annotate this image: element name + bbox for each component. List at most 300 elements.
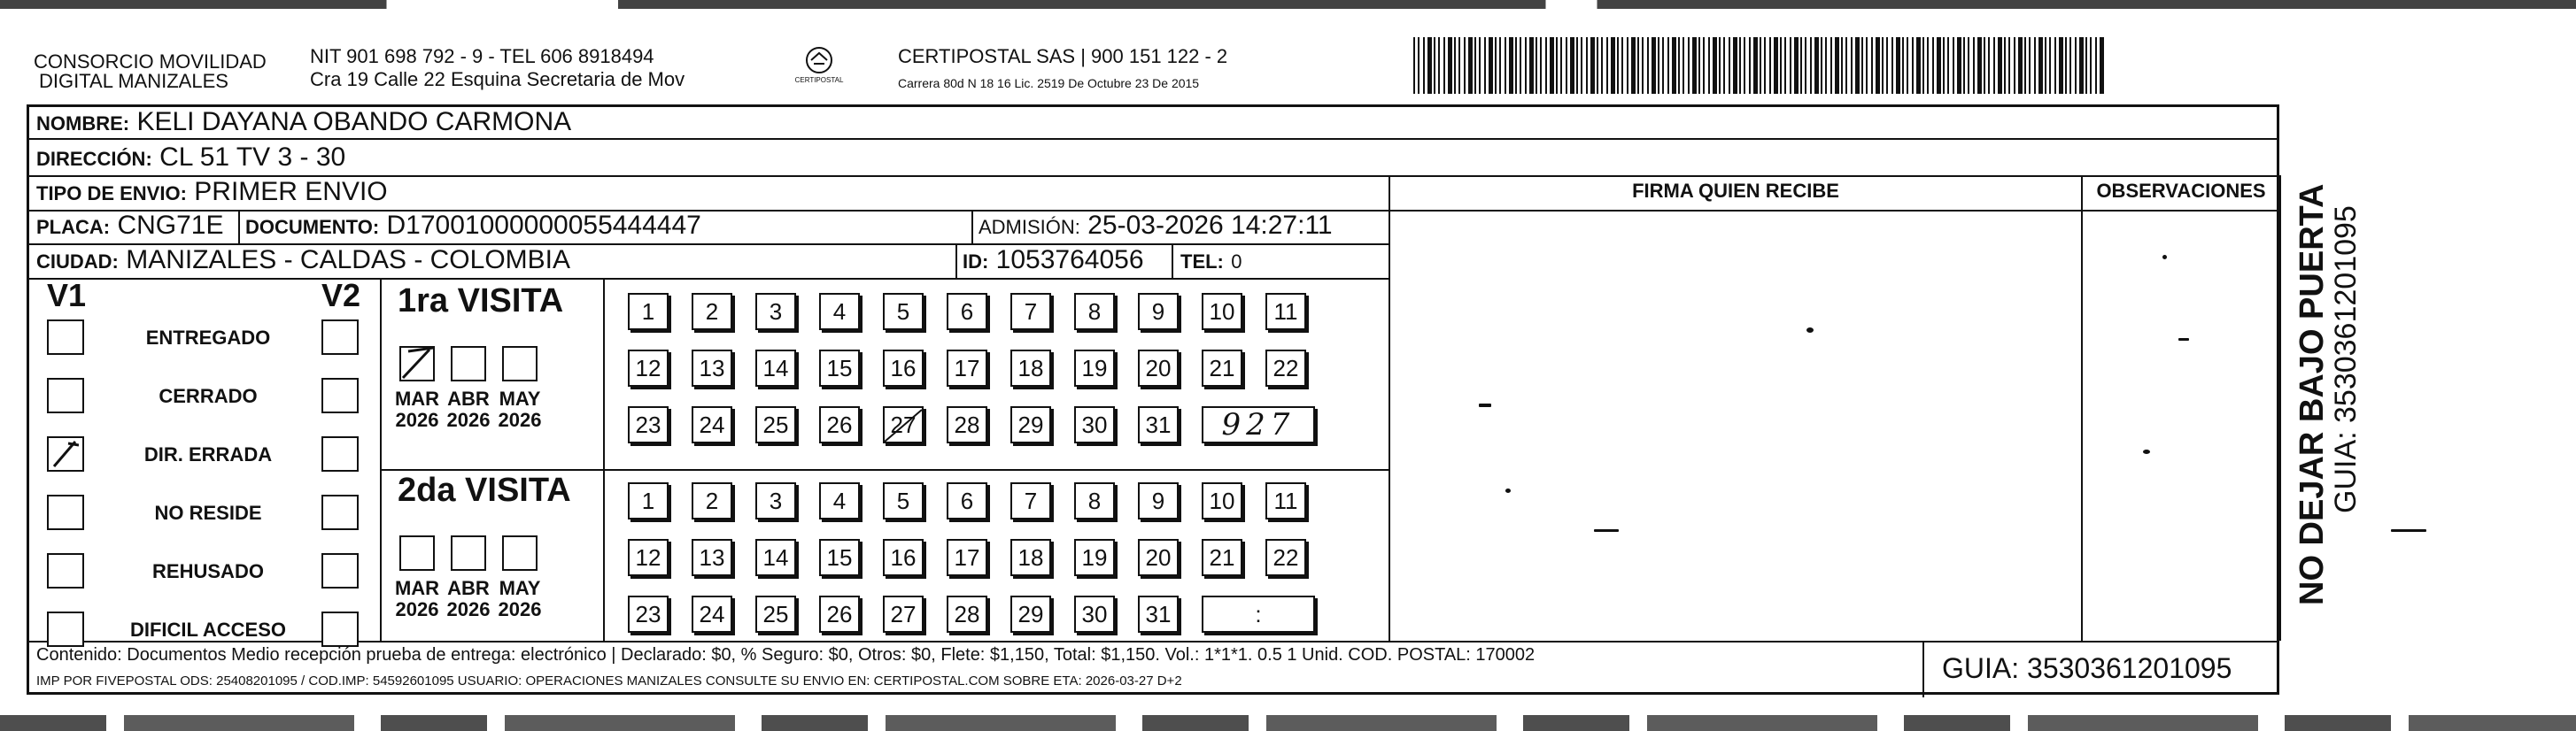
day-box-4[interactable]: 4	[819, 482, 860, 519]
handwritten-time: 927	[1221, 407, 1296, 442]
year-label: 2026	[498, 409, 542, 431]
scan-speck	[2143, 450, 2150, 454]
barcode-bar	[2065, 37, 2067, 94]
barcode-bar	[1621, 37, 1623, 94]
year-label: 2026	[395, 409, 439, 431]
year-label: 2026	[395, 598, 439, 620]
barcode-bar	[1932, 37, 1934, 94]
barcode-bar	[2045, 37, 2046, 94]
tipo-envio-row	[36, 177, 388, 209]
day-box-6[interactable]: 6	[947, 293, 987, 330]
day-box-19[interactable]: 19	[1074, 539, 1115, 576]
barcode-bar	[1764, 37, 1766, 94]
day-box-16[interactable]: 16	[883, 350, 924, 387]
guia-footer: GUIA: 3530361201095	[1942, 652, 2232, 684]
time-box[interactable]	[1202, 406, 1315, 443]
month-checkbox-abr[interactable]	[451, 346, 486, 381]
barcode-bar	[1698, 37, 1700, 94]
day-box-2[interactable]: 2	[692, 482, 732, 519]
nombre-row	[36, 107, 571, 139]
barcode-bar	[1688, 37, 1690, 94]
day-box-13[interactable]: 13	[692, 539, 732, 576]
barcode-bar	[1973, 37, 1975, 94]
day-box-9[interactable]: 9	[1138, 293, 1179, 330]
barcode-bar	[2085, 37, 2087, 94]
day-box-16[interactable]: 16	[883, 539, 924, 576]
day-box-18[interactable]: 18	[1010, 539, 1051, 576]
checkmark-icon	[52, 438, 79, 468]
day-box-20[interactable]: 20	[1138, 350, 1179, 387]
v1-checkbox-5[interactable]	[47, 612, 84, 647]
barcode-bar	[1617, 37, 1619, 94]
time-box[interactable]	[1202, 596, 1315, 633]
barcode-bar	[2004, 37, 2006, 94]
v1-checkbox-0[interactable]	[47, 319, 84, 355]
status-label: DIFICIL ACCESO	[129, 619, 286, 641]
year-label: 2026	[446, 409, 491, 431]
day-box-13[interactable]: 13	[692, 350, 732, 387]
barcode-bar	[1810, 37, 1812, 94]
barcode-bar	[1988, 37, 1990, 94]
certipostal-logo: CERTIPOSTAL	[788, 44, 850, 94]
admision-row	[979, 211, 1333, 242]
barcode-bar	[2018, 37, 2023, 94]
day-box-12[interactable]: 12	[628, 350, 669, 387]
barcode-bar	[1550, 37, 1554, 94]
barcode-bar	[1855, 37, 1860, 94]
scan-edge-bottom	[0, 715, 2576, 731]
barcode-bar	[1912, 37, 1914, 94]
month-label: MAR	[394, 577, 440, 599]
barcode-bar	[1667, 37, 1669, 94]
barcode-bar	[1886, 37, 1888, 94]
month-label: ABR	[447, 388, 490, 410]
barcode-bar	[2059, 37, 2063, 94]
barcode-bar	[2049, 37, 2051, 94]
barcode-bar	[1413, 37, 1415, 94]
scan-speck	[1806, 327, 1814, 333]
day-box-26[interactable]: 26	[819, 596, 860, 633]
barcode-bar	[1977, 37, 1982, 94]
day-box-23[interactable]: 23	[628, 406, 669, 443]
ciudad-row	[36, 245, 570, 277]
barcode-bar	[1774, 37, 1778, 94]
barcode-bar	[1866, 37, 1868, 94]
barcode-bar	[1769, 37, 1771, 94]
barcode-bar	[1499, 37, 1501, 94]
day-box-23[interactable]: 23	[628, 596, 669, 633]
observations-area[interactable]	[2083, 212, 2279, 640]
day-box-22[interactable]: 22	[1265, 539, 1306, 576]
v2-heading: V2	[321, 277, 361, 313]
barcode-bar	[1814, 37, 1819, 94]
id-label: ID:	[963, 250, 989, 273]
direccion-label: DIRECCIÓN:	[36, 148, 152, 170]
guide-form	[27, 104, 2279, 695]
barcode-bar	[1566, 37, 1567, 94]
barcode-bar	[1739, 37, 1741, 94]
status-label: DIR. ERRADA	[143, 443, 273, 466]
barcode-bar	[2024, 37, 2026, 94]
nombre-label: NOMBRE:	[36, 112, 130, 135]
tel-label: TEL:	[1180, 250, 1224, 273]
barcode-bar	[1468, 37, 1473, 94]
month-checkbox-may[interactable]	[502, 346, 538, 381]
barcode-bar	[1597, 37, 1598, 94]
v2-checkbox-2[interactable]	[321, 436, 359, 472]
barcode-bar	[1794, 37, 1799, 94]
month-label: ABR	[447, 577, 490, 599]
barcode-bar	[1520, 37, 1521, 94]
day-box-14[interactable]: 14	[755, 350, 796, 387]
scan-speck	[2162, 255, 2167, 259]
barcode-bar	[1606, 37, 1608, 94]
barcode-bar	[1805, 37, 1806, 94]
courier-line2: Carrera 80d N 18 16 Lic. 2519 De Octubre 23 De 2015	[898, 76, 1200, 90]
barcode-bar	[1830, 37, 1832, 94]
tipo-envio-value: PRIMER ENVIO	[194, 177, 388, 206]
barcode-bar	[2054, 37, 2056, 94]
barcode-bar	[1427, 37, 1432, 94]
day-box-15[interactable]: 15	[819, 350, 860, 387]
barcode-bar	[1744, 37, 1745, 94]
barcode-bar	[1998, 37, 2002, 94]
month-year-label	[442, 578, 495, 620]
firma-title: FIRMA QUIEN RECIBE	[1632, 180, 1839, 202]
barcode-bar	[1581, 37, 1582, 94]
day-box-4[interactable]: 4	[819, 293, 860, 330]
barcode-bar	[1902, 37, 1904, 94]
barcode-bar	[1509, 37, 1513, 94]
status-label: NO RESIDE	[154, 502, 262, 524]
barcode-bar	[1474, 37, 1476, 94]
barcode-bar	[1753, 37, 1758, 94]
day-box-15[interactable]: 15	[819, 539, 860, 576]
v2-checkbox-5[interactable]	[321, 612, 359, 647]
barcode-bar	[1423, 37, 1425, 94]
barcode-bar	[2095, 37, 2097, 94]
barcode-bar	[1845, 37, 1847, 94]
day-box-21[interactable]: 21	[1202, 350, 1242, 387]
day-box-5[interactable]: 5	[883, 293, 924, 330]
day-box-31[interactable]: 31	[1138, 596, 1179, 633]
barcode-bar	[1458, 37, 1460, 94]
ciudad-label: CIUDAD:	[36, 250, 119, 273]
barcode-bar	[1692, 37, 1697, 94]
barcode	[1413, 37, 2104, 94]
day-box-22[interactable]: 22	[1265, 350, 1306, 387]
barcode-bar	[1448, 37, 1452, 94]
barcode-bar	[1418, 37, 1420, 94]
v2-checkbox-0[interactable]	[321, 319, 359, 355]
courier-line1: CERTIPOSTAL SAS | 900 151 122 - 2	[898, 45, 1228, 67]
barcode-bar	[1937, 37, 1941, 94]
barcode-bar	[1963, 37, 1965, 94]
barcode-bar	[1627, 37, 1628, 94]
barcode-bar	[1443, 37, 1445, 94]
barcode-bar	[1601, 37, 1603, 94]
scan-edge-top	[0, 0, 2576, 9]
month-checkbox-mar[interactable]	[399, 346, 435, 381]
v1-checkbox-4[interactable]	[47, 553, 84, 589]
barcode-bar	[1984, 37, 1985, 94]
barcode-bar	[2075, 37, 2077, 94]
barcode-bar	[1723, 37, 1725, 94]
barcode-bar	[2029, 37, 2031, 94]
barcode-bar	[1891, 37, 1893, 94]
barcode-bar	[1927, 37, 1929, 94]
day-box-18[interactable]: 18	[1010, 350, 1051, 387]
day-box-9[interactable]: 9	[1138, 482, 1179, 519]
day-box-26[interactable]: 26	[819, 406, 860, 443]
v2-checkbox-3[interactable]	[321, 495, 359, 530]
v1-checkbox-3[interactable]	[47, 495, 84, 530]
barcode-bar	[1642, 37, 1644, 94]
month-year-label	[391, 389, 444, 431]
direccion-value: CL 51 TV 3 - 30	[159, 142, 346, 172]
barcode-bar	[1545, 37, 1547, 94]
barcode-bar	[1947, 37, 1949, 94]
barcode-bar	[1570, 37, 1574, 94]
day-box-3[interactable]: 3	[755, 482, 796, 519]
year-label: 2026	[446, 598, 491, 620]
day-box-11[interactable]: 11	[1265, 293, 1306, 330]
day-box-11[interactable]: 11	[1265, 482, 1306, 519]
day-box-12[interactable]: 12	[628, 539, 669, 576]
day-box-24[interactable]: 24	[692, 406, 732, 443]
month-year-label	[442, 389, 495, 431]
barcode-bar	[1851, 37, 1853, 94]
placa-value: CNG71E	[117, 211, 224, 240]
barcode-bar	[1760, 37, 1761, 94]
day-box-7[interactable]: 7	[1010, 482, 1051, 519]
barcode-bar	[1861, 37, 1863, 94]
scan-speck	[2178, 338, 2189, 341]
tel-value: 0	[1231, 250, 1242, 273]
barcode-bar	[1658, 37, 1659, 94]
second-visit-title: 2da VISITA	[398, 472, 571, 509]
day-box-28[interactable]: 28	[947, 596, 987, 633]
barcode-bar	[1800, 37, 1802, 94]
v2-checkbox-1[interactable]	[321, 378, 359, 413]
barcode-bar	[1560, 37, 1562, 94]
barcode-bar	[1719, 37, 1721, 94]
barcode-bar	[1434, 37, 1435, 94]
barcode-bar	[1489, 37, 1493, 94]
month-checkbox-may[interactable]	[502, 535, 538, 571]
address-line: Cra 19 Calle 22 Esquina Secretaria de Mov	[310, 68, 685, 90]
barcode-bar	[1993, 37, 1995, 94]
day-box-5[interactable]: 5	[883, 482, 924, 519]
day-box-25[interactable]: 25	[755, 596, 796, 633]
barcode-bar	[1515, 37, 1517, 94]
day-box-1[interactable]: 1	[628, 482, 669, 519]
barcode-bar	[1825, 37, 1827, 94]
day-box-21[interactable]: 21	[1202, 539, 1242, 576]
barcode-bar	[1821, 37, 1822, 94]
barcode-bar	[1907, 37, 1908, 94]
day-box-2[interactable]: 2	[692, 293, 732, 330]
day-box-6[interactable]: 6	[947, 482, 987, 519]
day-box-27[interactable]: 27	[883, 406, 924, 443]
scan-speck	[2391, 529, 2426, 532]
barcode-bar	[1871, 37, 1873, 94]
day-box-1[interactable]: 1	[628, 293, 669, 330]
no-dejar-bajo-puerta: NO DEJAR BAJO PUERTA	[2294, 183, 2331, 605]
v1-heading: V1	[47, 277, 87, 313]
barcode-bar	[2069, 37, 2071, 94]
company-name-line2: DIGITAL MANIZALES	[39, 70, 228, 92]
barcode-bar	[1790, 37, 1791, 94]
barcode-bar	[1454, 37, 1456, 94]
barcode-bar	[2100, 37, 2104, 94]
documento-label: DOCUMENTO:	[245, 216, 380, 238]
ciudad-value: MANIZALES - CALDAS - COLOMBIA	[126, 245, 571, 274]
barcode-bar	[1586, 37, 1588, 94]
barcode-bar	[1438, 37, 1440, 94]
barcode-bar	[1749, 37, 1751, 94]
barcode-bar	[1713, 37, 1717, 94]
v1-checkbox-1[interactable]	[47, 378, 84, 413]
barcode-bar	[1525, 37, 1527, 94]
day-box-3[interactable]: 3	[755, 293, 796, 330]
barcode-bar	[1733, 37, 1737, 94]
day-box-24[interactable]: 24	[692, 596, 732, 633]
barcode-bar	[1683, 37, 1684, 94]
barcode-bar	[2008, 37, 2010, 94]
barcode-bar	[1896, 37, 1900, 94]
barcode-bar	[1672, 37, 1676, 94]
month-label: MAY	[499, 577, 541, 599]
barcode-bar	[1662, 37, 1664, 94]
v2-checkbox-4[interactable]	[321, 553, 359, 589]
nit-line: NIT 901 698 792 - 9 - TEL 606 8918494	[310, 45, 654, 67]
barcode-bar	[1968, 37, 1969, 94]
barcode-bar	[1784, 37, 1786, 94]
year-label: 2026	[498, 598, 542, 620]
tel-row	[1180, 245, 1242, 277]
tipo-envio-label: TIPO DE ENVIO:	[36, 182, 187, 204]
day-box-8[interactable]: 8	[1074, 482, 1115, 519]
day-box-25[interactable]: 25	[755, 406, 796, 443]
scan-speck	[1505, 489, 1511, 493]
barcode-bar	[1611, 37, 1615, 94]
barcode-bar	[1464, 37, 1466, 94]
direccion-row	[36, 142, 345, 174]
barcode-bar	[1631, 37, 1636, 94]
barcode-bar	[1876, 37, 1880, 94]
month-label: MAY	[499, 388, 541, 410]
day-box-17[interactable]: 17	[947, 539, 987, 576]
barcode-bar	[1729, 37, 1730, 94]
first-visit-title: 1ra VISITA	[398, 282, 564, 319]
month-year-label	[391, 578, 444, 620]
day-box-7[interactable]: 7	[1010, 293, 1051, 330]
placa-label: PLACA:	[36, 216, 111, 238]
barcode-bar	[1652, 37, 1656, 94]
observaciones-title: OBSERVACIONES	[2096, 180, 2266, 202]
day-box-29[interactable]: 29	[1010, 406, 1051, 443]
barcode-bar	[1841, 37, 1843, 94]
barcode-bar	[1479, 37, 1481, 94]
barcode-bar	[1703, 37, 1705, 94]
guia-side: GUIA: 3530361201095	[2329, 205, 2363, 513]
company-name-line1: CONSORCIO MOVILIDAD	[34, 50, 267, 73]
barcode-bar	[1590, 37, 1595, 94]
day-box-20[interactable]: 20	[1138, 539, 1179, 576]
status-label: REHUSADO	[152, 560, 264, 582]
barcode-bar	[1678, 37, 1680, 94]
barcode-bar	[1916, 37, 1921, 94]
barcode-bar	[1922, 37, 1924, 94]
day-box-28[interactable]: 28	[947, 406, 987, 443]
month-year-label	[493, 578, 546, 620]
barcode-bar	[1556, 37, 1558, 94]
scan-speck	[1594, 529, 1619, 532]
day-box-31[interactable]: 31	[1138, 406, 1179, 443]
barcode-bar	[1576, 37, 1578, 94]
day-box-19[interactable]: 19	[1074, 350, 1115, 387]
barcode-bar	[2038, 37, 2043, 94]
month-checkbox-mar[interactable]	[399, 535, 435, 571]
status-label: CERRADO	[159, 385, 258, 407]
placa-row	[36, 211, 224, 242]
barcode-bar	[1882, 37, 1884, 94]
barcode-bar	[1835, 37, 1839, 94]
barcode-bar	[2090, 37, 2092, 94]
signature-area[interactable]	[1390, 212, 2081, 640]
day-box-10[interactable]: 10	[1202, 482, 1242, 519]
barcode-bar	[1495, 37, 1497, 94]
day-box-29[interactable]: 29	[1010, 596, 1051, 633]
month-label: MAR	[394, 388, 440, 410]
barcode-bar	[1943, 37, 1945, 94]
admision-label: ADMISIÓN:	[979, 216, 1080, 238]
barcode-bar	[1637, 37, 1639, 94]
id-row	[963, 245, 1144, 277]
documento-row	[245, 211, 701, 242]
documento-value: D17001000000055444447	[386, 211, 701, 240]
barcode-bar	[1484, 37, 1486, 94]
barcode-bar	[1540, 37, 1542, 94]
day-box-30[interactable]: 30	[1074, 596, 1115, 633]
barcode-bar	[1780, 37, 1782, 94]
barcode-bar	[1505, 37, 1506, 94]
barcode-bar	[1953, 37, 1954, 94]
barcode-bar	[1957, 37, 1961, 94]
day-box-10[interactable]: 10	[1202, 293, 1242, 330]
day-box-30[interactable]: 30	[1074, 406, 1115, 443]
id-value: 1053764056	[995, 245, 1144, 274]
time-separator: :	[1255, 601, 1262, 627]
contenido-line: Contenido: Documentos Medio recepción prueba de entrega: electrónico | Declarado: $0, % Seguro: $0, Otros: $0, Flete: $1,150, Total: $1,150. Vol.: 1*1*1. 0.5 1 Unid. COD. POSTAL: 170002	[36, 645, 1536, 665]
barcode-bar	[1529, 37, 1534, 94]
scan-speck	[1479, 404, 1491, 407]
barcode-bar	[1708, 37, 1710, 94]
barcode-bar	[1536, 37, 1537, 94]
status-label: ENTREGADO	[145, 327, 271, 349]
barcode-bar	[2014, 37, 2015, 94]
month-checkbox-abr[interactable]	[451, 535, 486, 571]
day-box-14[interactable]: 14	[755, 539, 796, 576]
day-box-17[interactable]: 17	[947, 350, 987, 387]
nombre-value: KELI DAYANA OBANDO CARMONA	[136, 107, 572, 136]
admision-value: 25-03-2026 14:27:11	[1087, 211, 1333, 240]
day-box-8[interactable]: 8	[1074, 293, 1115, 330]
barcode-bar	[1647, 37, 1649, 94]
day-box-27[interactable]: 27	[883, 596, 924, 633]
imp-line: IMP POR FIVEPOSTAL ODS: 25408201095 / COD.IMP: 54592601095 USUARIO: OPERACIONES MANIZALES CONSULTE SU ENVIO EN: CERTIPOSTAL.COM SOBRE ETA: 2026-03-27 D+2	[36, 673, 1182, 689]
